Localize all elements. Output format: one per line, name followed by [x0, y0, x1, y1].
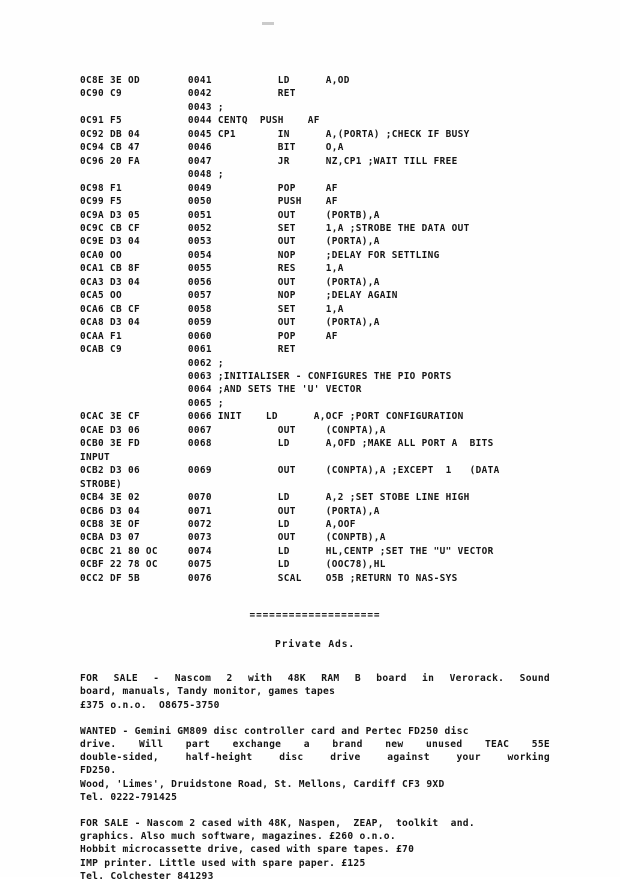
ad-line: Hobbit microcassette drive, cased with spare tapes. £70	[80, 844, 415, 856]
page-content	[80, 74, 550, 896]
ad-line: £375 o.n.o. O8675-3750	[80, 699, 220, 711]
listing-line: 0048 ;	[80, 169, 224, 181]
ad-line: graphics. Also much software, magazines. £260 o.n.o.	[80, 831, 396, 843]
ad-line: board, manuals, Tandy monitor, games tapes	[80, 686, 336, 698]
ad-line: FOR SALE - Nascom 2 cased with 48K, Naspen, ZEAP, toolkit and.	[80, 818, 475, 830]
ad-line: Tel. 0222-791425	[80, 791, 178, 803]
listing-line: 0CA0 OO 0054 NOP ;DELAY FOR SETTLING	[80, 249, 440, 261]
listing-line: 0CA8 D3 04 0059 OUT (PORTA),A	[80, 317, 380, 329]
ad-line: Wood, 'Limes', Druidstone Road, St. Mellons, Cardiff CF3 9XD	[80, 778, 445, 790]
listing-line: INPUT	[80, 451, 110, 463]
listing-line: 0043 ;	[80, 101, 224, 113]
ad-line: Tel. Colchester 841293	[80, 870, 214, 882]
classified-ads	[80, 672, 550, 883]
listing-line: 0065 ;	[80, 397, 224, 409]
ad-line: FOR SALE - Nascom 2 with 48K RAM B board in Verorack. Sound	[80, 673, 550, 685]
listing-line: 0C9C CB CF 0052 SET 1,A ;STROBE THE DATA OUT	[80, 222, 470, 234]
listing-line: 0C8E 3E OD 0041 LD A,OD	[80, 75, 350, 86]
listing-line: 0062 ;	[80, 357, 224, 369]
classified-ad	[80, 725, 550, 804]
listing-line: 0CAC 3E CF 0066 INIT LD A,OCF ;PORT CONFIGURATION	[80, 411, 464, 423]
ad-line: IMP printer. Little used with spare paper. £125	[80, 857, 366, 869]
listing-line: 0CB8 3E OF 0072 LD A,OOF	[80, 518, 356, 530]
listing-line: 0C94 CB 47 0046 BIT O,A	[80, 142, 344, 154]
listing-line: 0C90 C9 0042 RET	[80, 88, 296, 100]
classified-ad	[80, 817, 550, 883]
separator-text: ====================	[249, 610, 381, 622]
listing-line: 0CAB C9 0061 RET	[80, 344, 296, 356]
listing-line: 0C98 F1 0049 POP AF	[80, 182, 338, 194]
ad-line: WANTED - Gemini GM809 disc controller card and Pertec FD250 disc	[80, 725, 469, 737]
listing-line: 0C91 F5 0044 CENTQ PUSH AF	[80, 115, 320, 127]
listing-line: 0CAA F1 0060 POP AF	[80, 330, 338, 342]
listing-line: 0CA1 CB 8F 0055 RES 1,A	[80, 263, 344, 275]
classified-ad	[80, 672, 550, 712]
private-ads-heading: Private Ads.	[274, 639, 356, 651]
listing-line: 0064 ;AND SETS THE 'U' VECTOR	[80, 384, 362, 396]
listing-line: 0CBA D3 07 0073 OUT (CONPTB),A	[80, 532, 386, 544]
listing-line: 0CA5 OO 0057 NOP ;DELAY AGAIN	[80, 290, 398, 302]
listing-line: 0C99 F5 0050 PUSH AF	[80, 196, 338, 208]
listing-line: 0CA3 D3 04 0056 OUT (PORTA),A	[80, 276, 380, 288]
ad-line: FD250.	[80, 765, 117, 777]
listing-line: 0C92 DB 04 0045 CP1 IN A,(PORTA) ;CHECK IF BUSY	[80, 128, 470, 140]
listing-line: 0CBC 21 80 OC 0074 LD HL,CENTP ;SET THE "U" VECTOR	[80, 545, 494, 557]
listing-line: 0CB6 D3 04 0071 OUT (PORTA),A	[80, 505, 380, 517]
listing-line: 0CBF 22 78 OC 0075 LD (OOC78),HL	[80, 559, 386, 571]
listing-line: STROBE)	[80, 478, 122, 490]
separator-rule	[80, 603, 550, 622]
listing-line: 0CC2 DF 5B 0076 SCAL O5B ;RETURN TO NAS-SYS	[80, 572, 458, 584]
listing-line: 0063 ;INITIALISER - CONFIGURES THE PIO PORTS	[80, 370, 452, 382]
scan-artifact	[262, 22, 274, 25]
ad-line: double-sided, half-height disc drive against your working	[80, 752, 550, 764]
assembly-listing	[80, 74, 550, 585]
listing-line: 0CAE D3 06 0067 OUT (CONPTA),A	[80, 424, 386, 436]
listing-line: 0CB0 3E FD 0068 LD A,OFD ;MAKE ALL PORT A BITS	[80, 438, 494, 450]
listing-line: 0C9E D3 04 0053 OUT (PORTA),A	[80, 236, 380, 248]
listing-line: 0C9A D3 05 0051 OUT (PORTB),A	[80, 209, 380, 221]
listing-line: 0CB2 D3 06 0069 OUT (CONPTA),A ;EXCEPT 1 (DATA	[80, 465, 500, 477]
listing-line: 0C96 20 FA 0047 JR NZ,CP1 ;WAIT TILL FREE	[80, 155, 458, 167]
listing-line: 0CB4 3E 02 0070 LD A,2 ;SET STOBE LINE HIGH	[80, 492, 470, 504]
listing-line: 0CA6 CB CF 0058 SET 1,A	[80, 303, 344, 315]
ad-line: drive. Will part exchange a brand new unused TEAC 55E	[80, 739, 550, 751]
